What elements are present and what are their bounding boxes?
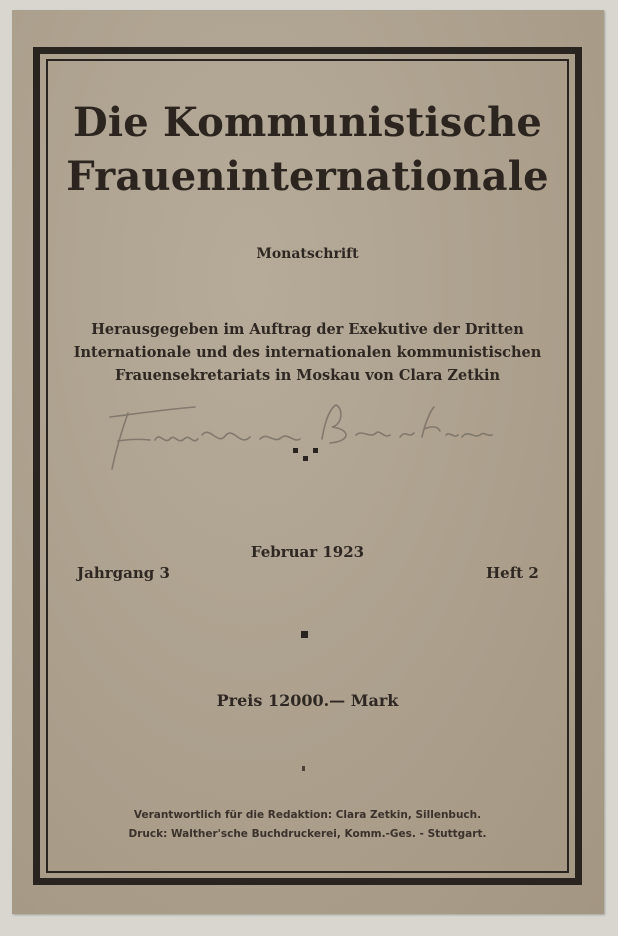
price: Preis 12000.— Mark	[216, 691, 399, 710]
title-line-1: Die Kommunistische	[72, 99, 543, 146]
issue-label: Heft 2	[486, 564, 539, 582]
title-line-2: Fraueninternationale	[66, 153, 549, 200]
footer-editor: Verantwortlich für die Redaktion: Clara Zetkin, Sillenbuch.	[133, 809, 482, 821]
editor-line-1: Herausgegeben im Auftrag der Exekutive der Dritten	[91, 321, 524, 338]
issue-date: Februar 1923	[250, 543, 365, 561]
mark	[302, 766, 305, 771]
subtitle: Monatschrift	[256, 246, 359, 262]
editor-line-2: Internationale und des internationalen kommunistischen	[73, 344, 542, 361]
volume-label: Jahrgang 3	[77, 564, 170, 582]
footer-printer: Druck: Walther'sche Buchdruckerei, Komm.-Ges. - Stuttgart.	[128, 828, 487, 840]
editor-line-3: Frauensekretariats in Moskau von Clara Zetkin	[114, 367, 501, 384]
square-ornament-icon	[301, 631, 308, 638]
ornament-icon	[292, 446, 320, 464]
